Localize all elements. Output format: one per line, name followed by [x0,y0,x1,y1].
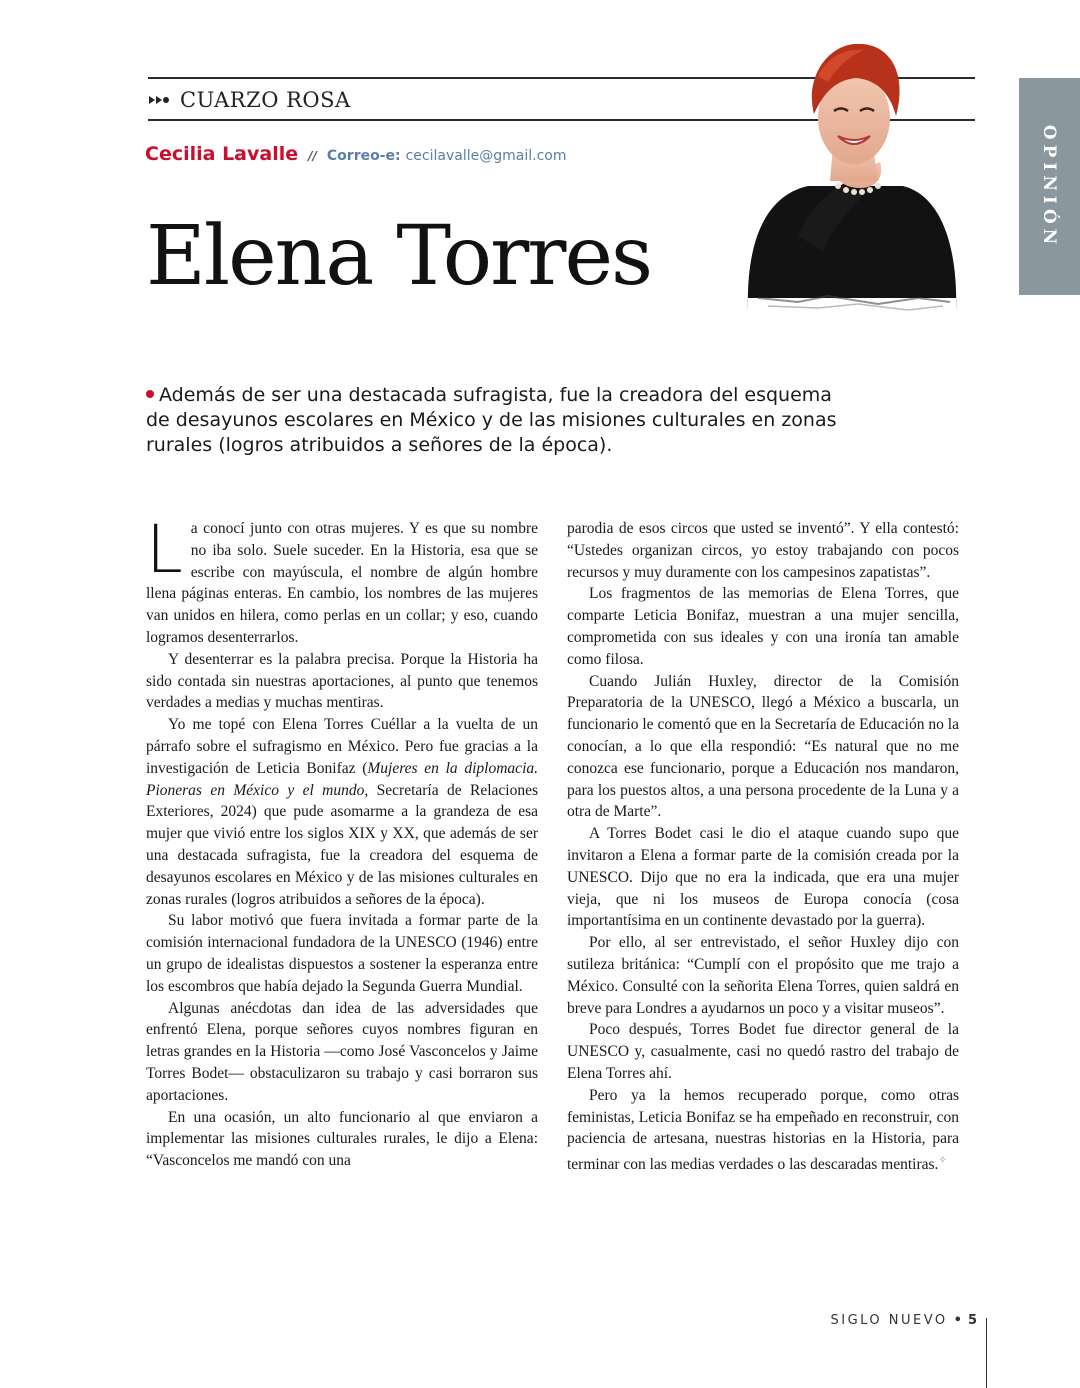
bullet-icon [146,390,154,398]
end-mark-icon: ✧ [938,1155,947,1167]
byline-separator: // [308,149,317,163]
author-portrait [738,36,968,336]
byline [145,143,566,165]
author-email-link[interactable]: cecilavalle@gmail.com [405,148,567,164]
article-column-right [567,518,959,1176]
paragraph: Algunas anécdotas dan idea de las adversidades que enfrentó Elena, porque señores cuyos nombres figuran en letras grandes en la Historia —como José Vasconcelos y Jaime Torres Bodet— obstaculizaron su trabajo y casi borraron sus aportaciones. [146,999,538,1104]
drop-cap: L [146,511,183,588]
paragraph: Los fragmentos de las memorias de Elena Torres, que comparte Leticia Bonifaz, muestran a una mujer sencilla, comprometida con sus ideales y con una ironía tan amable como filosa. [567,585,959,668]
publication-name: SIGLO NUEVO [830,1313,948,1328]
side-tab-label: OPINIÓN [1039,124,1060,249]
article-title: Elena Torres [146,209,652,304]
double-arrow-icon [148,93,170,107]
author-name: Cecilia Lavalle [145,143,299,165]
paragraph: Yo me topé con Elena Torres Cuéllar a la vuelta de un párrafo sobre el sufragismo en México. Pero fue gracias a la investigación de Leticia Bonifaz (Mujeres en la diplomacia. Pioneras en México y el mundo, Secretaría de Relaciones Exteriores, 2024) que pude asomarme a la grandeza de esa mujer que vivió entre los siglos XIX y XX, que además de ser una destacada sufragista, fue la creadora del esquema de desayunos escolares en México y de las misiones culturales en zonas rurales (logros atribuidos a señores de la época). [146,716,538,908]
paragraph: La conocí junto con otras mujeres. Y es que su nombre no iba solo. Suele suceder. En la Historia, esa que se escribe con mayúscula, el nombre de algún hombre llena páginas enteras. En cambio, los nombres de las mujeres van unidos en hilera, como perlas en un collar; y eso, cuando logramos desenterrarlos. [146,511,538,646]
article-summary [146,383,846,458]
footer-dot: • [953,1313,962,1328]
paragraph: Pero ya la hemos recuperado porque, como otras feministas, Leticia Bonifaz se ha empeñado en reconstruir, con paciencia de artesana, nuestras historias en la Historia, para terminar con las medias verdades o las descaradas mentiras.✧ [567,1086,959,1174]
page-footer [830,1313,977,1328]
article-column-left [146,511,538,1172]
paragraph: Por ello, al ser entrevistado, el señor Huxley dijo con sutileza británica: “Cumplí con el propósito que me trajo a México. Consulté con la señorita Elena Torres, quien saldrá en breve para Londres a ayudarnos un poco y a visitar museos”. [567,934,959,1017]
paragraph: En una ocasión, un alto funcionario al que enviaron a implementar las misiones culturales rurales, le dijo a Elena: “Vasconcelos me mandó con una [146,1108,538,1170]
book-title: Mujeres en la diplomacia. Pioneras en México y el mundo [146,759,538,799]
section-label: CUARZO ROSA [180,88,351,112]
paragraph: Su labor motivó que fuera invitada a formar parte de la comisión internacional fundadora de la UNESCO (1946) entre un grupo de idealistas dispuestos a sostener la esperanza entre los escombros que había dejado la Segunda Guerra Mundial. [146,912,538,995]
email-label: Correo-e: [326,148,401,164]
paragraph: Cuando Julián Huxley, director de la Comisión Preparatoria de la UNESCO, llegó a México a buscarla, un funcionario le comentó que en la Secretaría de Educación no la conocían, a lo que ella respondió: “Es natural que no me conozca ese funcionario, porque a Educación nos mandaron, para los puestos altos, a una persona procedente de la Luna y a otra de Marte”. [567,672,959,821]
paragraph: Poco después, Torres Bodet fue director general de la UNESCO y, casualmente, casi no quedó rastro del trabajo de Elena Torres ahí. [567,1021,959,1082]
page-number: 5 [967,1313,977,1328]
paragraph: parodia de esos circos que usted se inventó”. Y ella contestó: “Ustedes organizan circos, yo estoy trabajando con pocos recursos y muy duramente con los campesinos zapatistas”. [567,520,959,581]
paragraph: A Torres Bodet casi le dio el ataque cuando supo que invitaron a Elena a formar parte de la comisión creada por la UNESCO. Dijo que no era la indicada, que era una mujer vieja, que ni los museos de Europa conocía (cosa importantísima en un continente devastado por la guerra). [567,825,959,930]
paragraph: Y desenterrar es la palabra precisa. Porque la Historia ha sido contada sin nuestras aportaciones, al punto que tenemos verdades a medias y muchas mentiras. [146,650,538,712]
footer-rule [986,1318,987,1388]
section-header [148,86,351,114]
section-side-tab [1019,78,1080,295]
summary-text: Además de ser una destacada sufragista, fue la creadora del esquema de desayunos escolares en México y de las misiones culturales en zonas rurales (logros atribuidos a señores de la época). [146,384,837,456]
